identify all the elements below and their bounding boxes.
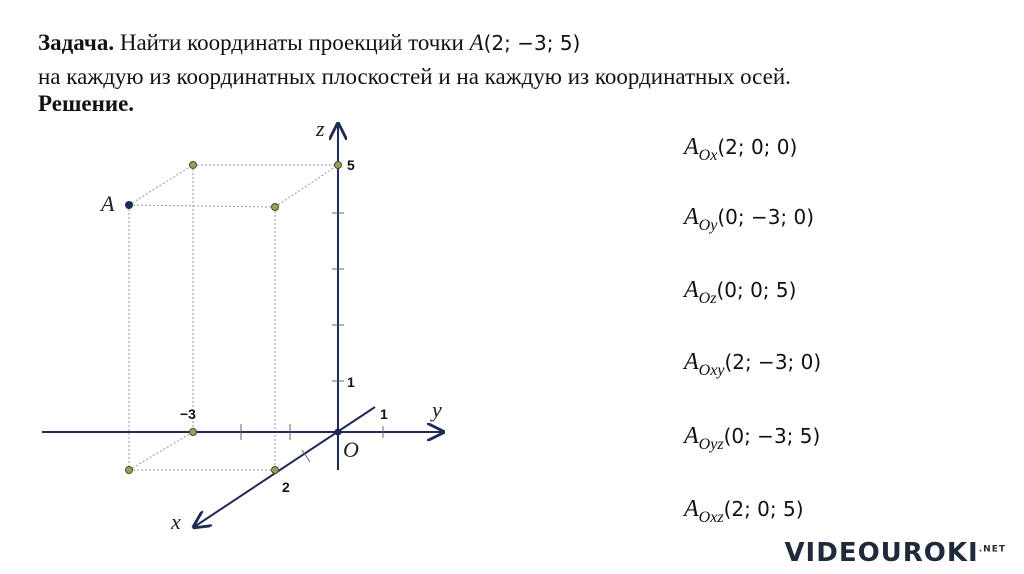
projection-oz: $A_{Oz}(0$; 0; 5) — [684, 277, 797, 307]
x-axis-label: x — [171, 509, 181, 534]
point-proj-oxy — [126, 467, 133, 474]
tick-label-z1: 1 — [347, 374, 355, 390]
projection-ox: $A_{Ox}(2$; 0; 0) — [684, 134, 798, 164]
task-text-2: на каждую из координатных плоскостей и на каждую из координатных осей. — [38, 64, 791, 89]
point-proj-oy — [190, 429, 197, 436]
guide-line — [129, 205, 275, 207]
task-label: Задача. — [38, 30, 115, 55]
guide-line — [275, 165, 338, 207]
point-proj-oxz — [272, 204, 279, 211]
point-a-label: A — [101, 191, 115, 216]
solution-label: Решение. — [38, 91, 135, 116]
tick-label-z5: 5 — [347, 157, 355, 173]
point-proj-oyz — [190, 162, 197, 169]
axes — [42, 124, 443, 527]
point-symbol: A — [469, 30, 484, 55]
tick-label-x2: 2 — [282, 479, 290, 495]
z-axis-label: z — [316, 116, 325, 141]
point-proj-ox — [272, 467, 279, 474]
projection-oxz: $A_{Oxz}(2$; 0; 5) — [684, 496, 804, 526]
point-proj-oz — [335, 162, 342, 169]
point-coords: (2; −3; 5) — [483, 31, 581, 55]
y-axis-label: y — [432, 397, 442, 422]
origin-label: O — [343, 437, 359, 462]
x-axis — [194, 407, 375, 527]
guide-line — [129, 165, 193, 205]
projection-oxy: $A_{Oxy}(2$; −3; 0) — [684, 349, 822, 379]
tick-marks — [241, 213, 383, 462]
tick-label-y1: 1 — [380, 406, 388, 422]
projection-oy: $A_{Oy}(0$; −3; 0) — [684, 204, 815, 234]
point-a — [125, 201, 133, 209]
videouroki-logo: $VIDEOUROKI^{.NET}$ — [784, 538, 1006, 568]
construction-lines — [129, 165, 338, 470]
projection-oyz: $A_{Oyz}(0$; −3; 5) — [684, 423, 821, 453]
tick-label-y-neg3: −3 — [180, 406, 196, 422]
projection-points — [126, 162, 342, 474]
guide-line — [129, 432, 193, 470]
origin-point — [335, 429, 342, 436]
task-text-1: Найти координаты проекций точки — [114, 30, 470, 55]
